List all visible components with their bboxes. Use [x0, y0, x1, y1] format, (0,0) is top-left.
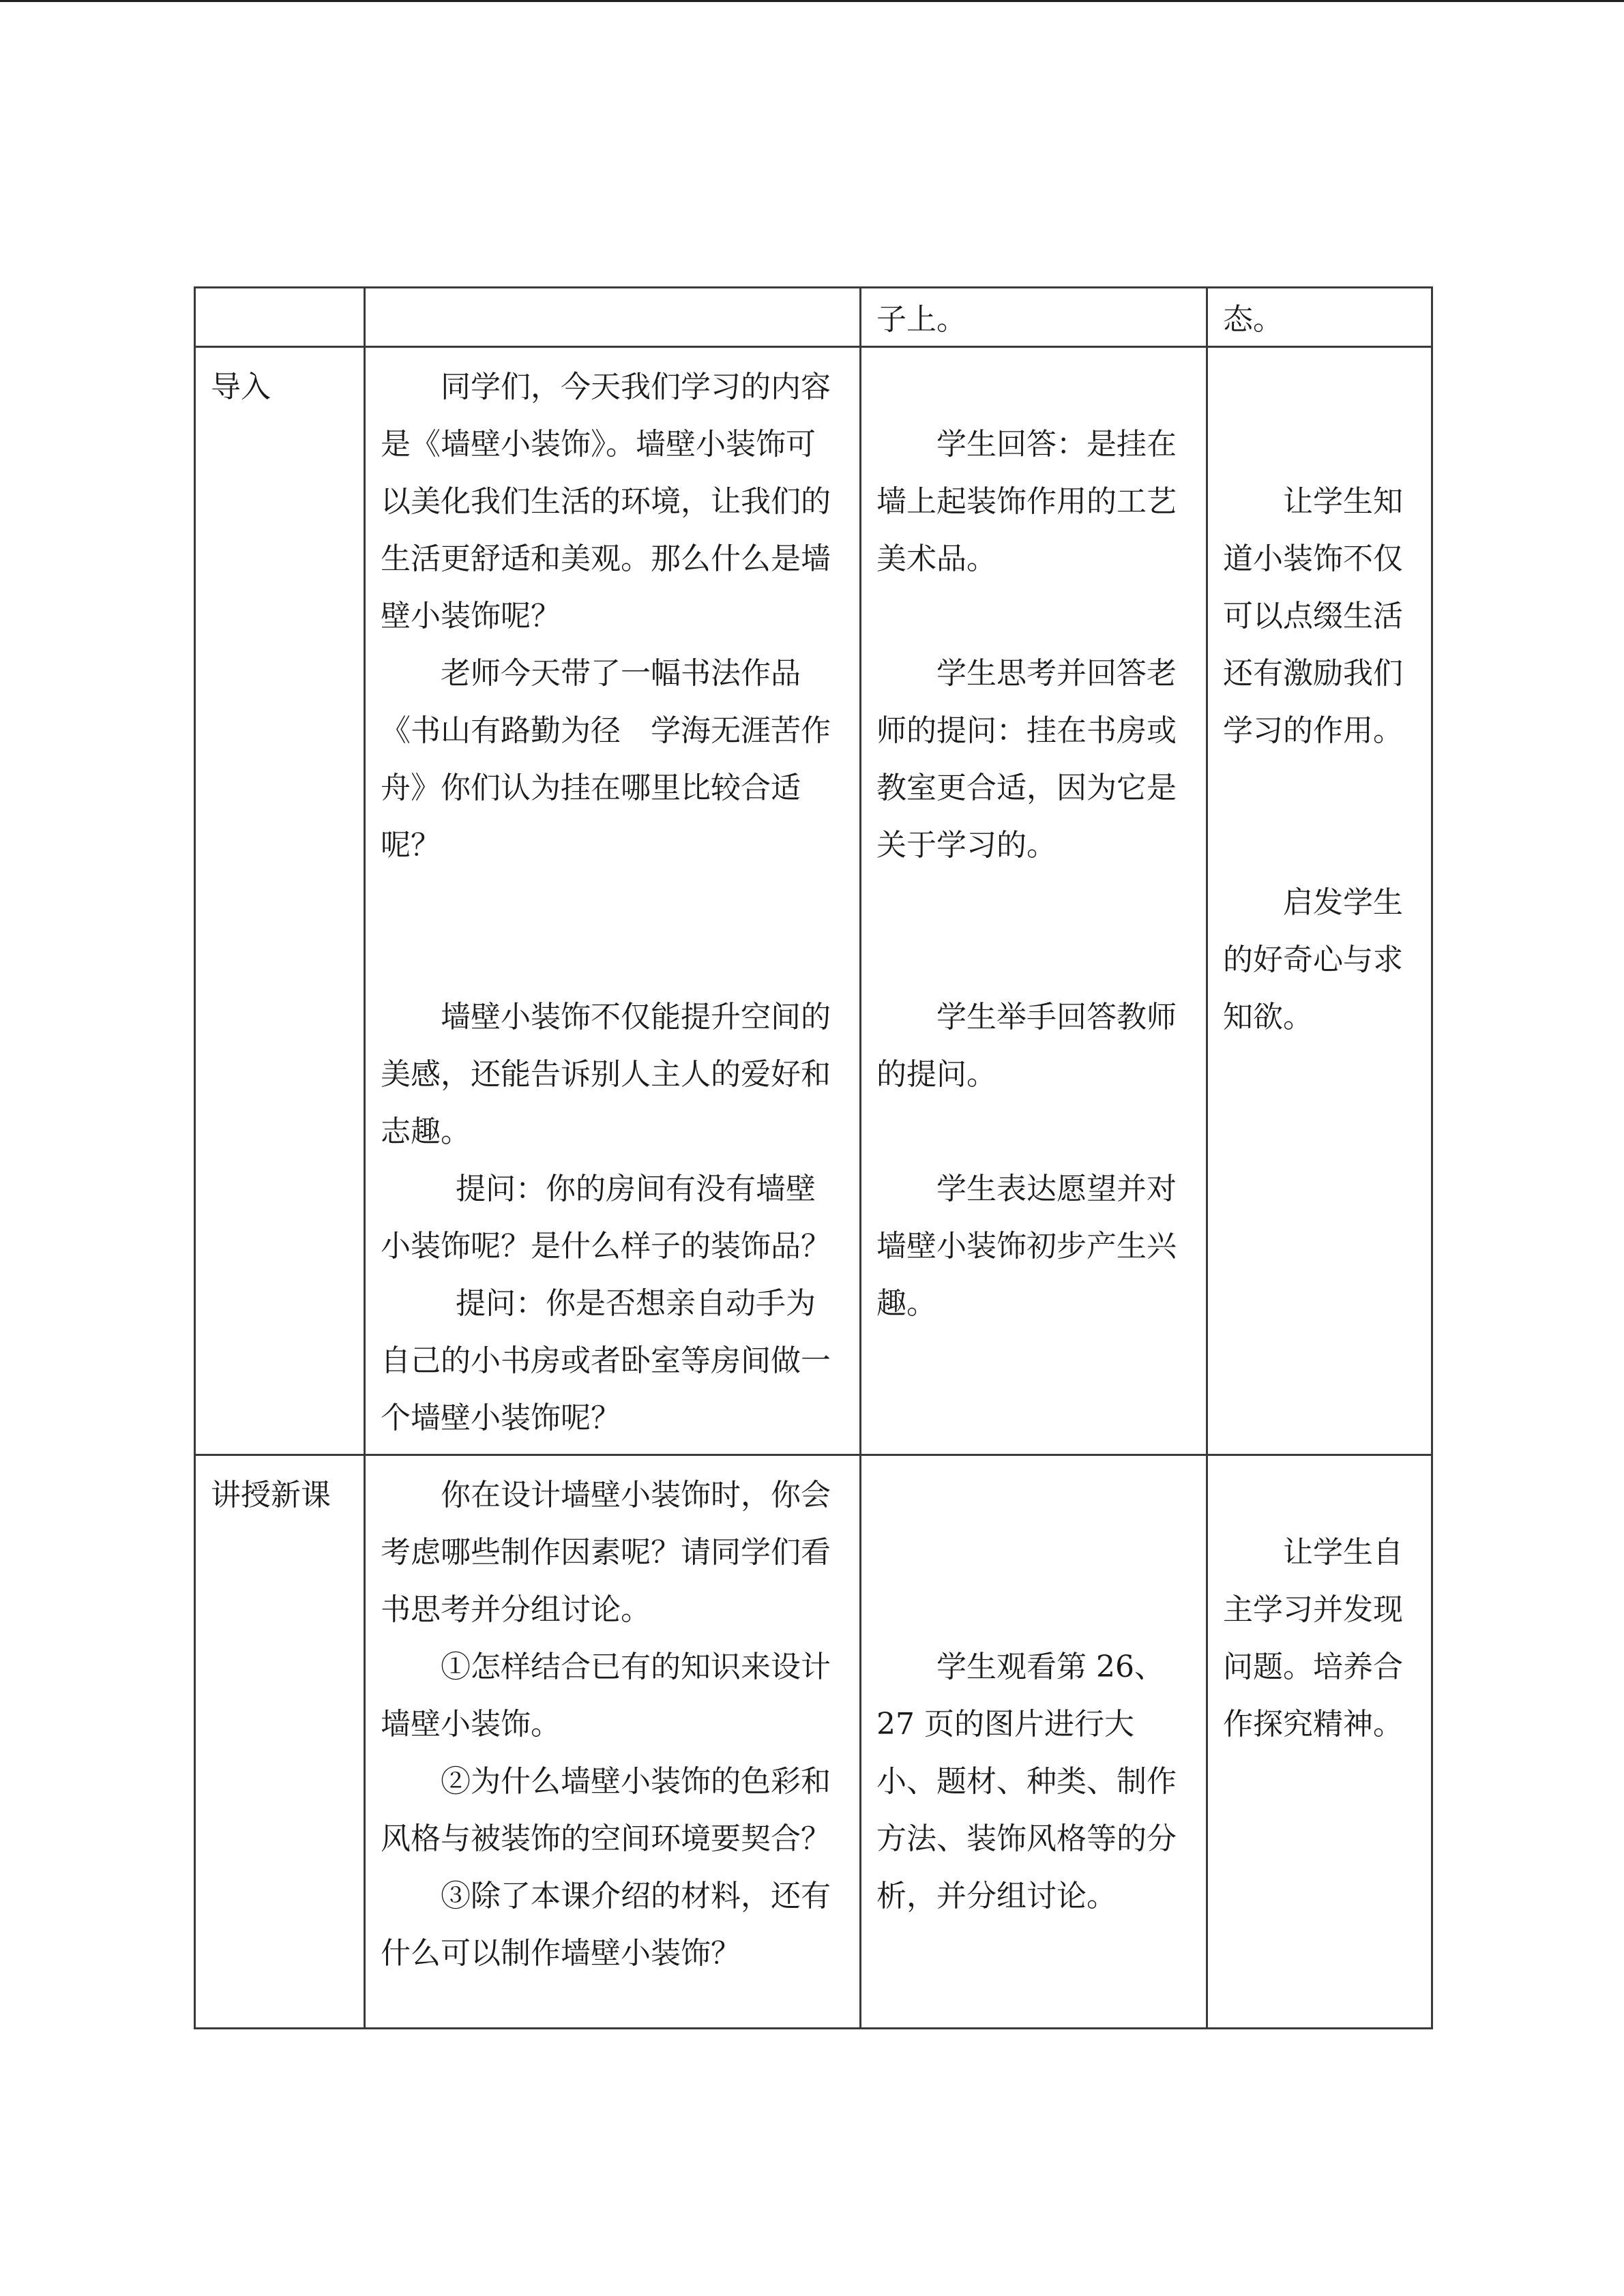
cell-student-continued [861, 288, 1207, 347]
cell-stage-lesson [195, 1455, 365, 2029]
intent-continued-text: 态。 [1223, 302, 1283, 337]
intent-lesson-p1: 让学生自主学习并发现问题。培养合作探究精神。 [1223, 1535, 1403, 1742]
table-row-continued [195, 288, 1432, 347]
table-row-lesson [195, 1455, 1432, 2029]
cell-stage-intro [195, 347, 365, 1455]
lesson-plan-table [194, 286, 1433, 2029]
student-intro-p2: 学生思考并回答老师的提问：挂在书房或教室更合适，因为它是关于学习的。 [876, 656, 1177, 863]
student-intro-p4: 学生表达愿望并对墙壁小装饰初步产生兴趣。 [876, 1172, 1177, 1321]
teacher-lesson-p4: ③除了本课介绍的材料，还有什么可以制作墙壁小装饰？ [381, 1879, 831, 1971]
teacher-intro-p2: 老师今天带了一幅书法作品《书山有路勤为径 学海无涯苦作舟》你们认为挂在哪里比较合适呢？ [381, 656, 831, 863]
teacher-intro-p4: 提问：你的房间有没有墙壁小装饰呢？是什么样子的装饰品？ [381, 1172, 831, 1264]
cell-intent-intro [1207, 347, 1432, 1455]
cell-student-intro [861, 347, 1207, 1455]
table-row-intro [195, 347, 1432, 1455]
cell-student-lesson [861, 1455, 1207, 2029]
stage-label-intro: 导入 [211, 370, 271, 404]
intent-intro-p2: 启发学生的好奇心与求知欲。 [1223, 885, 1403, 1034]
teacher-lesson-p3: ②为什么墙壁小装饰的色彩和风格与被装饰的空间环境要契合？ [381, 1764, 831, 1856]
cell-intent-lesson [1207, 1455, 1432, 2029]
page-top-rule [0, 0, 1624, 2]
cell-intent-continued [1207, 288, 1432, 347]
teacher-intro-p3: 墙壁小装饰不仅能提升空间的美感，还能告诉别人主人的爱好和志趣。 [381, 1000, 831, 1149]
teacher-lesson-p2: ①怎样结合已有的知识来设计墙壁小装饰。 [381, 1650, 831, 1742]
student-continued-text: 子上。 [876, 302, 966, 337]
teacher-lesson-p1: 你在设计墙壁小装饰时，你会考虑哪些制作因素呢？请同学们看书思考并分组讨论。 [381, 1478, 831, 1627]
cell-teacher-lesson [365, 1455, 861, 2029]
stage-label-lesson: 讲授新课 [211, 1478, 331, 1512]
cell-teacher-empty [365, 288, 861, 347]
student-intro-p1: 学生回答：是挂在墙上起装饰作用的工艺美术品。 [876, 427, 1177, 576]
teacher-intro-p5: 提问：你是否想亲自动手为自己的小书房或者卧室等房间做一个墙壁小装饰呢？ [381, 1286, 831, 1435]
intent-intro-p1: 让学生知道小装饰不仅可以点缀生活还有激励我们学习的作用。 [1223, 484, 1403, 748]
cell-stage-empty [195, 288, 365, 347]
cell-teacher-intro [365, 347, 861, 1455]
student-lesson-p1: 学生观看第 26、27 页的图片进行大小、题材、种类、制作方法、装饰风格等的分析，并分组讨论。 [876, 1650, 1177, 1913]
teacher-intro-p1: 同学们，今天我们学习的内容是《墙壁小装饰》。墙壁小装饰可以美化我们生活的环境，让我们的生活更舒适和美观。那么什么是墙壁小装饰呢？ [381, 370, 831, 633]
student-intro-p3: 学生举手回答教师的提问。 [876, 1000, 1177, 1092]
